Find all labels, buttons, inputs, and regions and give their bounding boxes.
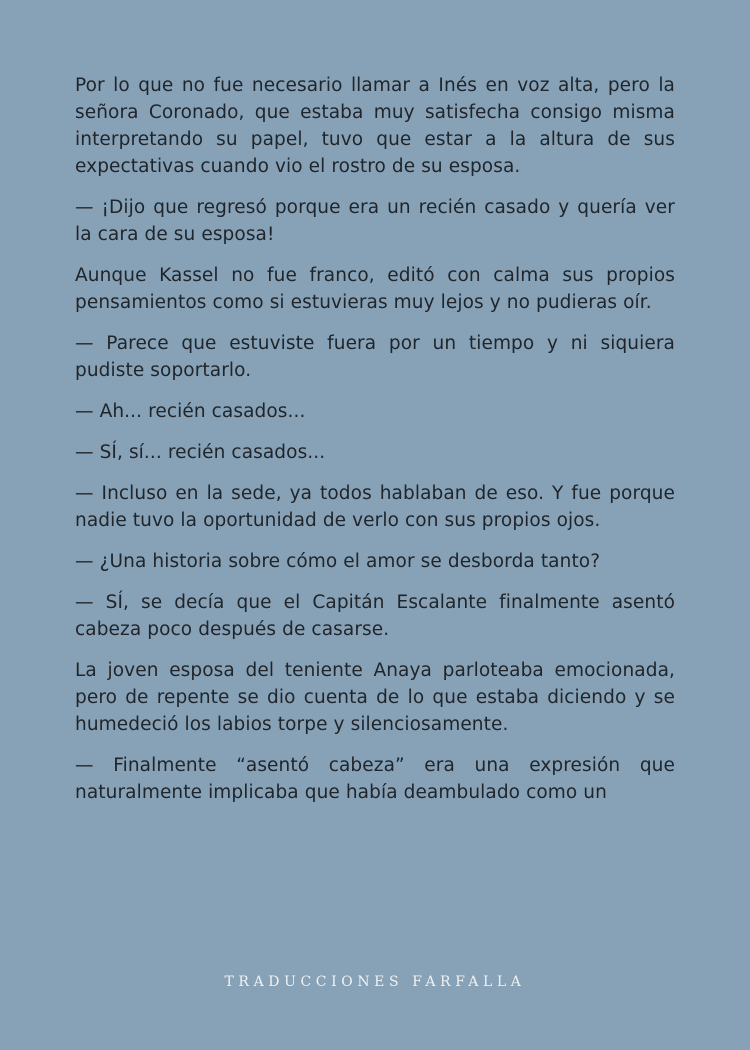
paragraph-9: — SÍ, se decía que el Capitán Escalante finalmente asentó cabeza poco después de casarse. <box>75 592 675 640</box>
paragraph-10: La joven esposa del teniente Anaya parloteaba emocionada, pero de repente se dio cuenta de lo que estaba diciendo y se humedeció los labios torpe y silenciosamente. <box>75 660 675 735</box>
paragraph-6: — SÍ, sí... recién casados... <box>75 442 326 463</box>
paragraph-1: Por lo que no fue necesario llamar a Inés en voz alta, pero la señora Coronado, que estaba muy satisfecha consigo misma interpretando su papel, tuvo que estar a la altura de sus expectativas cuando vio el rostro de su esposa. <box>75 75 675 177</box>
paragraph-2: — ¡Dijo que regresó porque era un recién casado y quería ver la cara de su esposa! <box>75 197 675 245</box>
document-body <box>75 72 675 820</box>
paragraph-11: — Finalmente “asentó cabeza” era una expresión que naturalmente implicaba que había deambulado como un <box>75 755 675 803</box>
paragraph-7: — Incluso en la sede, ya todos hablaban de eso. Y fue porque nadie tuvo la oportunidad de verlo con sus propios ojos. <box>75 483 675 531</box>
paragraph-4: — Parece que estuviste fuera por un tiempo y ni siquiera pudiste soportarlo. <box>75 333 675 381</box>
footer-credit: TRADUCCIONES FARFALLA <box>224 974 526 990</box>
paragraph-3: Aunque Kassel no fue franco, editó con calma sus propios pensamientos como si estuvieras muy lejos y no pudieras oír. <box>75 265 675 313</box>
paragraph-5: — Ah... recién casados... <box>75 401 306 422</box>
paragraph-8: — ¿Una historia sobre cómo el amor se desborda tanto? <box>75 551 601 572</box>
